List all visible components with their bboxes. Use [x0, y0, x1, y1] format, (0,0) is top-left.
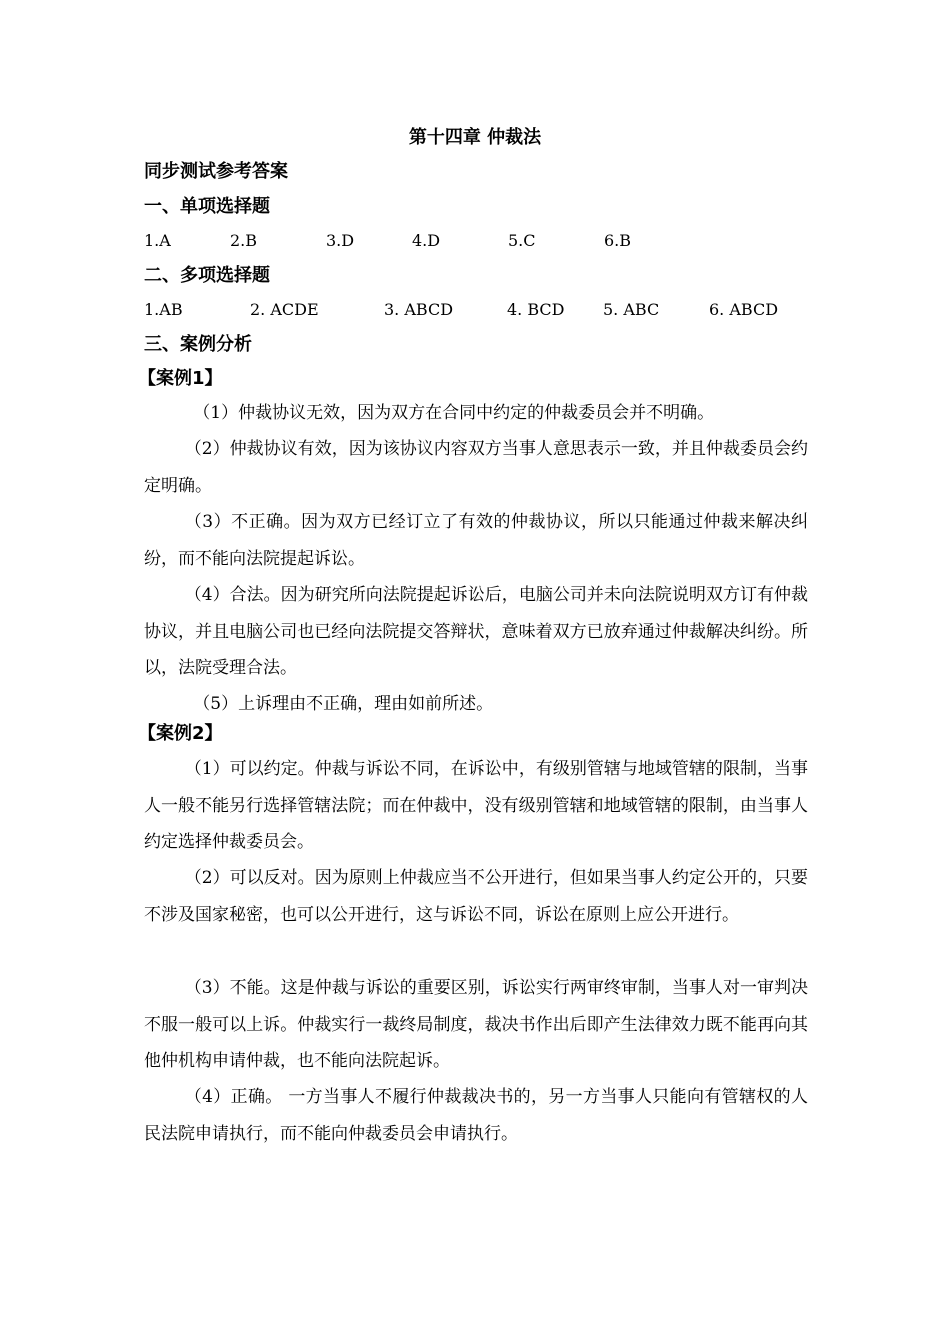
- case1-item-3: （3）不正确。因为双方已经订立了有效的仲裁协议，所以只能通过仲裁来解决纠纷，而不能向法院提起诉讼。: [144, 512, 808, 569]
- answer-key-heading: 同步测试参考答案: [144, 161, 288, 182]
- answer-item: 2.B: [230, 231, 258, 250]
- answer-item: 6. ABCD: [709, 300, 779, 319]
- answer-item: 1.AB: [144, 300, 183, 319]
- multiple-choice-heading: 二、多项选择题: [144, 265, 270, 286]
- case2-item-3: （3）不能。这是仲裁与诉讼的重要区别，诉讼实行两审终审制，当事人对一审判决不服一般可以上诉。仲裁实行一裁终局制度，裁决书作出后即产生法律效力既不能再向其他仲机构申请仲裁，也不能向法院起诉。: [144, 978, 808, 1071]
- answer-item: 5.C: [508, 231, 536, 250]
- case-analysis-heading: 三、案例分析: [144, 334, 252, 355]
- case1-item-4: （4）合法。因为研究所向法院提起诉讼后，电脑公司并未向法院说明双方订有仲裁协议，并且电脑公司也已经向法院提交答辩状，意味着双方已放弃通过仲裁解决纠纷。所以，法院受理合法。: [144, 585, 808, 678]
- chapter-title: 第十四章 仲裁法: [408, 127, 542, 148]
- case1-item-2: （2）仲裁协议有效，因为该协议内容双方当事人意思表示一致，并且仲裁委员会约定明确。: [144, 439, 808, 496]
- case2-item-2: （2）可以反对。因为原则上仲裁应当不公开进行，但如果当事人约定公开的，只要不涉及国家秘密，也可以公开进行，这与诉讼不同，诉讼在原则上应公开进行。: [144, 868, 808, 925]
- case1-label: 【案例1】: [138, 368, 223, 389]
- answer-item: 1.A: [144, 231, 171, 250]
- case1-item-5: （5）上诉理由不正确，理由如前所述。: [193, 694, 494, 714]
- answer-item: 3.D: [326, 231, 355, 250]
- answer-item: 4.D: [412, 231, 441, 250]
- single-choice-heading: 一、单项选择题: [144, 196, 270, 217]
- case2-item-4: （4）正确。 一方当事人不履行仲裁裁决书的，另一方当事人只能向有管辖权的人民法院申请执行，而不能向仲裁委员会申请执行。: [144, 1087, 808, 1144]
- answer-item: 4. BCD: [507, 300, 565, 319]
- answer-item: 3. ABCD: [384, 300, 454, 319]
- answer-item: 6.B: [604, 231, 632, 250]
- answer-item: 2. ACDE: [250, 300, 319, 319]
- case2-label: 【案例2】: [138, 723, 223, 744]
- case1-item-1: （1）仲裁协议无效，因为双方在合同中约定的仲裁委员会并不明确。: [193, 403, 715, 423]
- case2-item-1: （1）可以约定。仲裁与诉讼不同，在诉讼中，有级别管辖与地域管辖的限制，当事人一般不能另行选择管辖法院；而在仲裁中，没有级别管辖和地域管辖的限制，由当事人约定选择仲裁委员会。: [144, 759, 808, 852]
- answer-item: 5. ABC: [603, 300, 660, 319]
